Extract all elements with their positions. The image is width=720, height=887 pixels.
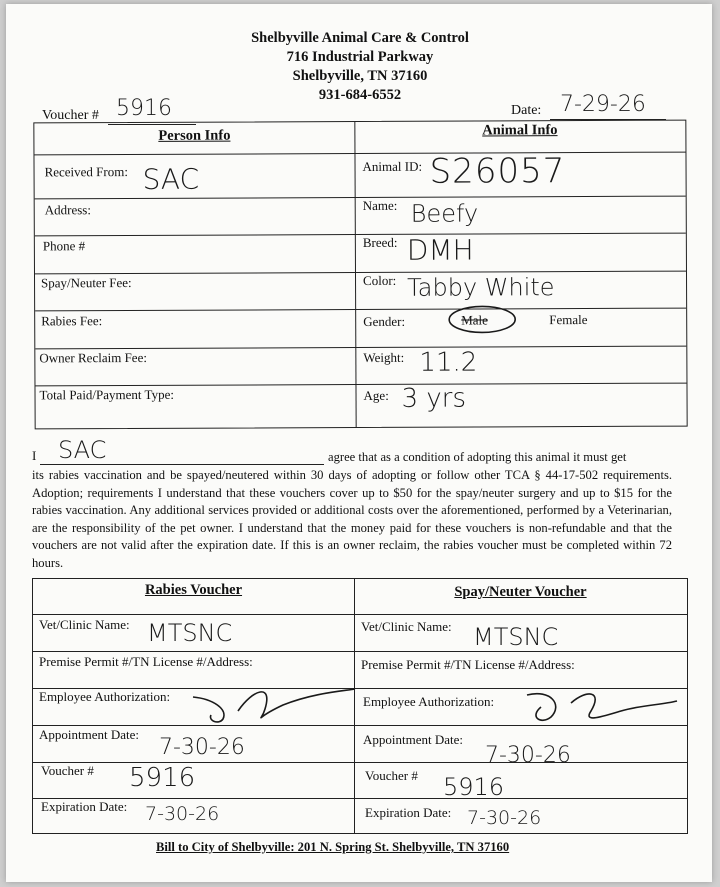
color-label: Color: — [362, 272, 397, 288]
spay-auth-label: Employee Authorization: — [363, 694, 495, 709]
spay-signature — [511, 681, 681, 729]
reclaim-fee-label: Owner Reclaim Fee: — [39, 349, 147, 366]
bill-to-footer: Bill to City of Shelbyville: 201 N. Spring St. Shelbyville, TN 37160 — [156, 840, 510, 854]
voucher-label: Voucher # — [42, 108, 99, 123]
rabies-signature — [183, 679, 358, 729]
weight-handwritten: 11.2 — [419, 347, 478, 378]
date-handwritten: 7-29-26 — [560, 92, 646, 117]
spay-voucher-heading: Spay/Neuter Voucher — [454, 584, 587, 600]
received-from-handwritten: SAC — [142, 162, 200, 196]
spay-exp-handwritten: 7-30-26 — [467, 807, 542, 829]
animal-id-label: Animal ID: — [362, 158, 423, 174]
total-paid-label: Total Paid/Payment Type: — [39, 386, 174, 403]
color-handwritten: Tabby White — [406, 273, 555, 302]
agreement-line1: agree that as a condition of adopting this animal it must get — [328, 450, 627, 464]
rabies-appt-handwritten: 7-30-26 — [159, 735, 245, 760]
age-label: Age: — [363, 387, 389, 403]
org-city: Shelbyville, TN 37160 — [292, 68, 428, 84]
rabies-auth-label: Employee Authorization: — [39, 689, 171, 704]
animal-info-heading: Animal Info — [482, 122, 558, 139]
voucher-number-handwritten: 5916 — [116, 96, 172, 121]
phone-label: Phone # — [42, 238, 86, 254]
date-label: Date: — [511, 103, 542, 118]
rabies-exp-label: Expiration Date: — [41, 799, 128, 814]
rabies-vet-label: Vet/Clinic Name: — [39, 617, 130, 632]
animal-id-handwritten: S26057 — [429, 151, 566, 192]
gender-female-option: Female — [549, 312, 588, 328]
person-info-heading: Person Info — [158, 127, 231, 144]
received-from-label: Received From: — [44, 164, 128, 180]
address-label: Address: — [44, 202, 91, 218]
spay-exp-label: Expiration Date: — [365, 805, 452, 820]
spay-voucher-handwritten: 5916 — [443, 773, 505, 801]
rabies-permit-label: Premise Permit #/TN License #/Address: — [39, 654, 253, 669]
spay-vet-label: Vet/Clinic Name: — [361, 619, 452, 634]
org-name: Shelbyville Animal Care & Control — [251, 30, 469, 46]
rabies-vet-handwritten: MTSNC — [147, 619, 233, 647]
name-label: Name: — [362, 197, 398, 213]
spay-permit-label: Premise Permit #/TN License #/Address: — [361, 657, 575, 672]
org-street: 716 Industrial Parkway — [286, 49, 434, 65]
breed-handwritten: DMH — [406, 233, 474, 267]
rabies-appt-label: Appointment Date: — [39, 727, 140, 742]
weight-label: Weight: — [363, 349, 405, 365]
spay-voucher-label: Voucher # — [365, 768, 418, 783]
spay-appt-label: Appointment Date: — [363, 732, 464, 747]
gender-male-option: Male — [461, 312, 488, 328]
voucher-table — [32, 578, 688, 834]
gender-circle-mark — [445, 301, 519, 337]
rabies-voucher-handwritten: 5916 — [129, 763, 196, 793]
rabies-fee-label: Rabies Fee: — [41, 313, 103, 329]
info-table — [33, 120, 687, 430]
rabies-voucher-label: Voucher # — [41, 763, 94, 778]
rabies-exp-handwritten: 7-30-26 — [145, 803, 220, 825]
spay-vet-handwritten: MTSNC — [473, 623, 559, 651]
agreement-text: its rabies vaccination and be spayed/neutered within 30 days of adopting or follow other TCA § 44-17-502 requirements. Adoption; requirements I understand that these vouchers cover up to $50 for the spay/neuter surgery and up to $15 for the rabies vaccination. Any additional services provided or additional costs over the aforementioned, performed by a Veterinarian, are the responsibility of the pet owner. I understand that the money paid for these vouchers is non-refundable and that the vouchers are not valid after the expiration date. If this is an owner reclaim, the rabies voucher must be completed within 72 hours. — [32, 468, 672, 570]
org-phone: 931-684-6552 — [318, 87, 402, 103]
gender-label: Gender: — [363, 313, 406, 329]
agreement-prefix: I — [32, 448, 37, 463]
age-handwritten: 3 yrs — [401, 383, 467, 414]
agreement-signer-handwritten: SAC — [58, 436, 107, 464]
spay-fee-label: Spay/Neuter Fee: — [41, 274, 132, 291]
spay-appt-handwritten: 7-30-26 — [485, 743, 571, 768]
breed-label: Breed: — [362, 234, 398, 250]
animal-name-handwritten: Beefy — [410, 199, 479, 228]
rabies-voucher-heading: Rabies Voucher — [144, 582, 243, 598]
